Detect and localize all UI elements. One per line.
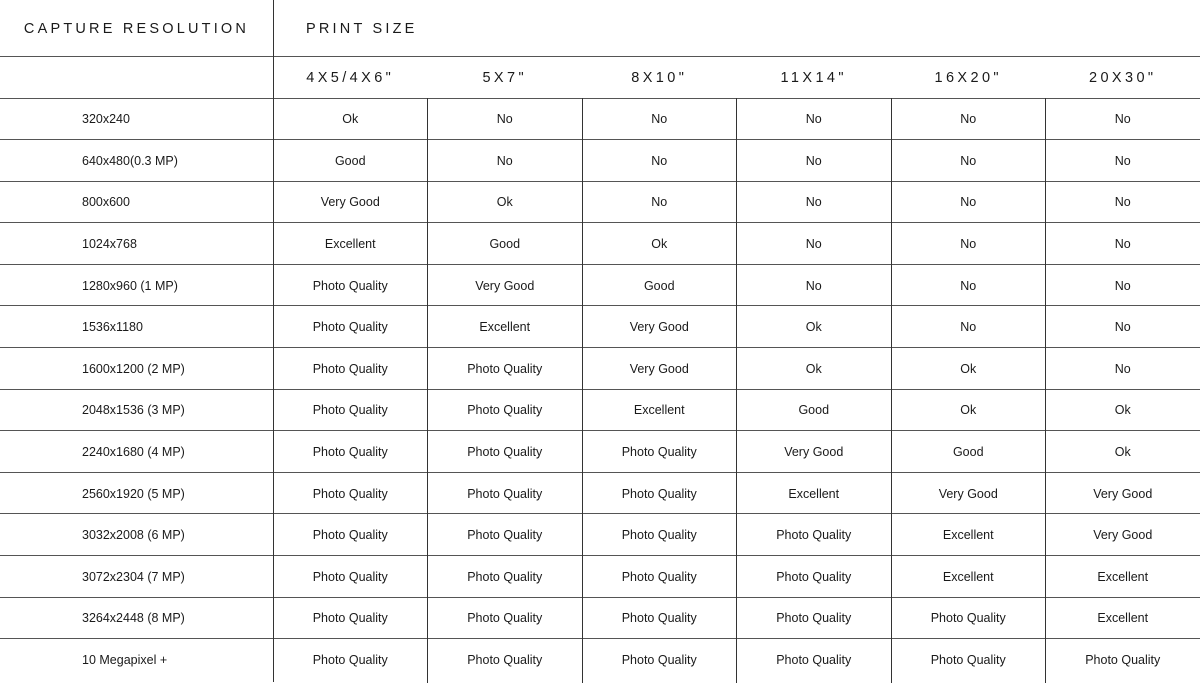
size-header-4x5-4x6: 4X5/4X6" [273, 57, 428, 98]
rating-cell: No [891, 99, 1046, 141]
rating-cell: Very Good [582, 307, 737, 349]
rating-cell: Ok [737, 307, 892, 349]
rating-cell: No [891, 223, 1046, 265]
rating-cell: Photo Quality [891, 639, 1046, 681]
print-size-header: PRINT SIZE [306, 0, 418, 57]
rating-cell: Very Good [1046, 473, 1200, 515]
table-row [0, 223, 1200, 265]
rating-cell: Photo Quality [273, 556, 428, 598]
resolution-cell: 3264x2448 (8 MP) [82, 598, 272, 640]
rating-cell: No [737, 265, 892, 307]
size-header-16x20: 16X20" [891, 57, 1046, 98]
rating-cell: Photo Quality [428, 639, 583, 681]
rating-cell: Good [428, 223, 583, 265]
rating-cell: Good [737, 390, 892, 432]
table-row [0, 99, 1200, 141]
rating-cell: No [1046, 182, 1200, 224]
rating-cell: Photo Quality [273, 307, 428, 349]
rating-cell: Ok [582, 223, 737, 265]
rating-cell: Photo Quality [428, 598, 583, 640]
rating-cell: Excellent [273, 223, 428, 265]
rating-cell: No [737, 140, 892, 182]
rating-cell: Ok [273, 99, 428, 141]
rating-cell: Ok [1046, 390, 1200, 432]
rating-cell: Photo Quality [582, 431, 737, 473]
rating-cell: No [737, 99, 892, 141]
rating-cell: Photo Quality [273, 431, 428, 473]
rating-cell: No [891, 182, 1046, 224]
rating-cell: Photo Quality [428, 348, 583, 390]
rating-cell: No [1046, 99, 1200, 141]
rating-cell: No [1046, 307, 1200, 349]
rating-cell: Photo Quality [582, 556, 737, 598]
rating-cell: Ok [737, 348, 892, 390]
rating-cell: Photo Quality [737, 598, 892, 640]
rating-cell: Photo Quality [273, 639, 428, 681]
rating-cell: Photo Quality [582, 473, 737, 515]
table-row [0, 639, 1200, 681]
rating-cell: Ok [891, 390, 1046, 432]
rating-cell: Good [891, 431, 1046, 473]
size-header-11x14: 11X14" [737, 57, 892, 98]
rating-cell: No [891, 307, 1046, 349]
resolution-cell: 2240x1680 (4 MP) [82, 431, 272, 473]
table-row [0, 390, 1200, 432]
resolution-cell: 3072x2304 (7 MP) [82, 556, 272, 598]
rating-cell: Good [273, 140, 428, 182]
resolution-cell: 320x240 [82, 99, 272, 141]
rating-cell: Photo Quality [737, 639, 892, 681]
rating-cell: No [891, 140, 1046, 182]
rating-cell: Very Good [1046, 515, 1200, 557]
rating-cell: Photo Quality [273, 348, 428, 390]
rating-cell: Excellent [582, 390, 737, 432]
rating-cell: Photo Quality [582, 639, 737, 681]
rating-cell: Very Good [273, 182, 428, 224]
rating-cell: Excellent [428, 307, 583, 349]
rating-cell: Excellent [891, 556, 1046, 598]
rating-cell: Excellent [737, 473, 892, 515]
table-row [0, 515, 1200, 557]
rating-cell: No [428, 140, 583, 182]
table-row [0, 556, 1200, 598]
resolution-cell: 10 Megapixel + [82, 639, 272, 681]
rating-cell: No [737, 182, 892, 224]
rating-cell: Photo Quality [428, 556, 583, 598]
rating-cell: No [1046, 223, 1200, 265]
rating-cell: Very Good [582, 348, 737, 390]
table-row [0, 182, 1200, 224]
rating-cell: Very Good [891, 473, 1046, 515]
rating-cell: Photo Quality [582, 598, 737, 640]
resolution-cell: 1280x960 (1 MP) [82, 265, 272, 307]
rating-cell: Ok [1046, 431, 1200, 473]
rating-cell: Photo Quality [1046, 639, 1200, 681]
table-row [0, 598, 1200, 640]
rating-cell: Ok [428, 182, 583, 224]
resolution-cell: 2048x1536 (3 MP) [82, 390, 272, 432]
rating-cell: Excellent [891, 515, 1046, 557]
table-row [0, 265, 1200, 307]
size-header-5x7: 5X7" [428, 57, 583, 98]
rating-cell: No [428, 99, 583, 141]
table-row [0, 473, 1200, 515]
rating-cell: Photo Quality [273, 390, 428, 432]
table-row [0, 140, 1200, 182]
rating-cell: Photo Quality [273, 598, 428, 640]
size-header-8x10: 8X10" [582, 57, 737, 98]
resolution-cell: 640x480(0.3 MP) [82, 140, 272, 182]
rating-cell: Photo Quality [273, 473, 428, 515]
capture-resolution-header: CAPTURE RESOLUTION [0, 0, 273, 57]
rating-cell: Ok [891, 348, 1046, 390]
rating-cell: No [1046, 348, 1200, 390]
rating-cell: Photo Quality [273, 515, 428, 557]
table-row [0, 348, 1200, 390]
rating-cell: Very Good [737, 431, 892, 473]
rating-cell: No [737, 223, 892, 265]
rating-cell: Excellent [1046, 556, 1200, 598]
rating-cell: Photo Quality [891, 598, 1046, 640]
rating-cell: Photo Quality [737, 515, 892, 557]
table-row [0, 431, 1200, 473]
rating-cell: Photo Quality [582, 515, 737, 557]
rating-cell: No [582, 140, 737, 182]
resolution-cell: 1600x1200 (2 MP) [82, 348, 272, 390]
resolution-cell: 800x600 [82, 182, 272, 224]
rating-cell: No [582, 99, 737, 141]
resolution-cell: 1024x768 [82, 223, 272, 265]
rating-cell: Photo Quality [273, 265, 428, 307]
rating-cell: No [1046, 265, 1200, 307]
rating-cell: No [1046, 140, 1200, 182]
resolution-cell: 3032x2008 (6 MP) [82, 515, 272, 557]
table-row [0, 307, 1200, 349]
rating-cell: No [891, 265, 1046, 307]
resolution-cell: 2560x1920 (5 MP) [82, 473, 272, 515]
rating-cell: No [582, 182, 737, 224]
rating-cell: Excellent [1046, 598, 1200, 640]
rating-cell: Good [582, 265, 737, 307]
resolution-cell: 1536x1180 [82, 307, 272, 349]
grid-line [0, 56, 1200, 57]
rating-cell: Photo Quality [428, 473, 583, 515]
rating-cell: Photo Quality [428, 515, 583, 557]
rating-cell: Photo Quality [428, 431, 583, 473]
size-header-20x30: 20X30" [1046, 57, 1200, 98]
rating-cell: Very Good [428, 265, 583, 307]
rating-cell: Photo Quality [428, 390, 583, 432]
rating-cell: Photo Quality [737, 556, 892, 598]
